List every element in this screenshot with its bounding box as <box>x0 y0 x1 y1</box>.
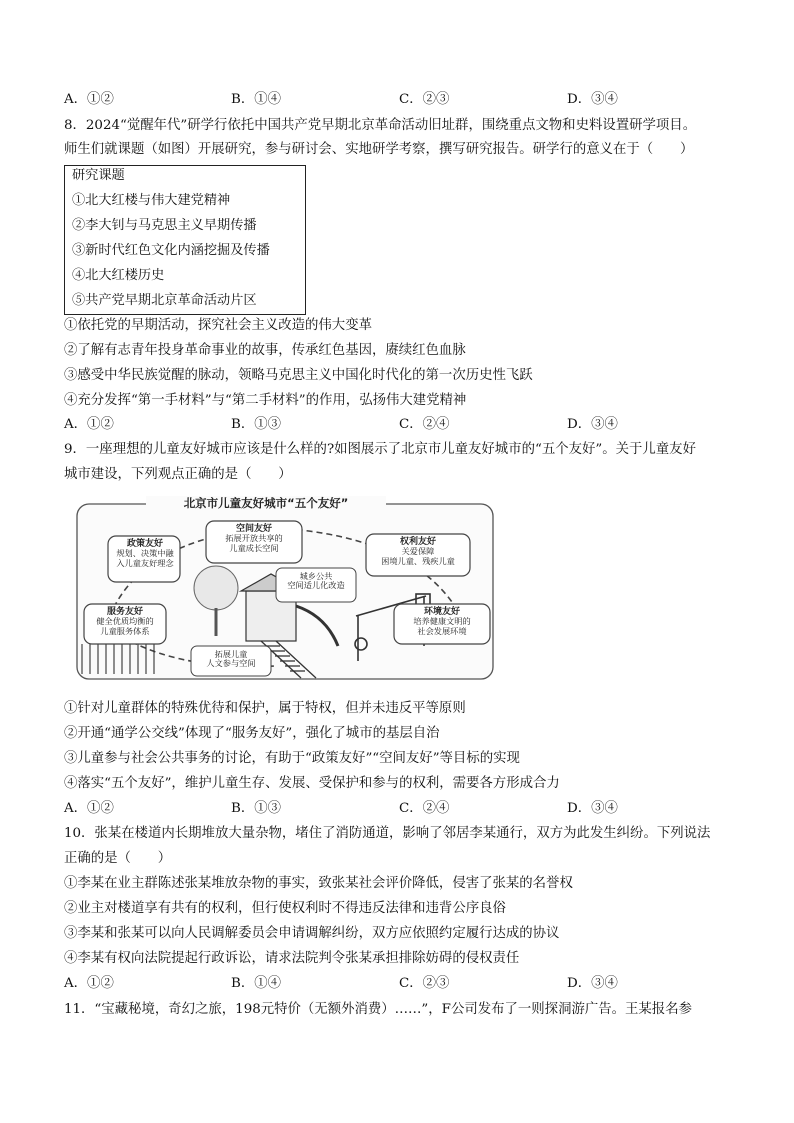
cultural-space-label <box>193 650 269 669</box>
q10-options <box>64 977 734 995</box>
bottom-text-1: 拓展儿童 <box>214 649 248 659</box>
q9-stem-line1: 9．一座理想的儿童友好城市应该是什么样的?如图展示了北京市儿童友好城市的“五个友好”。关于儿童友好 <box>64 442 696 457</box>
q8-statement: ③感受中华民族觉醒的脉动，领略马克思主义中国化时代化的第一次历史性飞跃 <box>64 368 533 383</box>
option-a[interactable]: A．①② <box>64 92 114 107</box>
figure-title: 北京市儿童友好城市“五个友好” <box>183 496 349 510</box>
q10-statement: ②业主对楼道享有共有的权利，但行使权利时不得违反法律和违背公序良俗 <box>64 901 506 916</box>
option-d[interactable]: D．③④ <box>567 92 618 107</box>
bottom-text-2: 人文参与空间 <box>206 658 256 669</box>
option-d[interactable]: D．③④ <box>567 801 618 816</box>
box-item: ①北大红楼与伟大建党精神 <box>72 193 231 208</box>
research-topics-box <box>64 165 306 315</box>
q9-options <box>64 802 734 820</box>
q8-options <box>64 418 734 436</box>
service-text-1: 健全优质均衡的 <box>96 616 154 627</box>
q8-statement: ②了解有志青年投身革命事业的故事，传承红色基因，赓续红色血脉 <box>64 343 466 358</box>
prev-question-options <box>64 93 734 111</box>
rights-friendly-label <box>368 537 468 566</box>
box-item: ③新时代红色文化内涵挖掘及传播 <box>72 243 270 258</box>
service-text-2: 儿童服务体系 <box>100 625 150 636</box>
five-friendly-figure <box>76 496 496 681</box>
q9-statement: ②开通“通学公交线”体现了“服务友好”，强化了城市的基层自治 <box>64 726 440 741</box>
option-c[interactable]: C．②③ <box>399 92 450 107</box>
environment-title: 环境友好 <box>423 607 460 617</box>
box-item: ⑤共产党早期北京革命活动片区 <box>72 293 257 308</box>
q8-statement: ④充分发挥“第一手材料”与“第二手材料”的作用，弘扬伟大建党精神 <box>64 393 467 408</box>
q9-statement: ③儿童参与社会公共事务的讨论，有助于“政策友好”“空间友好”等目标的实现 <box>64 751 520 766</box>
q8-statement: ①依托党的早期活动，探究社会主义改造的伟大变革 <box>64 318 372 333</box>
policy-text-1: 规划、决策中融 <box>116 548 174 559</box>
policy-text-2: 入儿童友好理念 <box>116 557 174 568</box>
option-b[interactable]: B．①④ <box>231 92 282 107</box>
environment-text-1: 培养健康文明的 <box>413 616 471 627</box>
q10-statement: ④李某有权向法院提起行政诉讼，请求法院判令张某承担排除妨碍的侵权责任 <box>64 951 520 966</box>
option-b[interactable]: B．①③ <box>231 801 282 816</box>
option-a[interactable]: A．①② <box>64 417 114 432</box>
public-space-label <box>278 572 354 591</box>
space-friendly-label <box>208 524 300 553</box>
q8-stem-line1: 8．2024“觉醒年代”研学行依托中国共产党早期北京革命活动旧址群，围绕重点文物和史料设置研学项目。 <box>64 118 697 133</box>
option-d[interactable]: D．③④ <box>567 417 618 432</box>
q9-statement: ④落实“五个友好”，维护儿童生存、发展、受保护和参与的权利，需要各方形成合力 <box>64 776 560 791</box>
rights-text-1: 关爱保障 <box>401 546 435 557</box>
box-title: 研究课题 <box>72 168 125 183</box>
q8-stem-line2: 师生们就课题（如图）开展研究，参与研讨会、实地研学考察，撰写研究报告。研学行的意义在于（ ） <box>64 142 694 157</box>
option-d[interactable]: D．③④ <box>567 976 618 991</box>
rights-text-2: 困境儿童、残疾儿童 <box>381 555 455 566</box>
space-text-2: 儿童成长空间 <box>229 542 279 553</box>
option-a[interactable]: A．①② <box>64 801 114 816</box>
rights-title: 权利友好 <box>399 537 436 547</box>
q11-stem-line1: 11．“宝藏秘境，奇幻之旅，198元特价（无额外消费）……”，F公司发布了一则探洞游广告。王某报名参 <box>64 1002 692 1017</box>
space-text-1: 拓展开放共享的 <box>225 533 283 544</box>
environment-friendly-label <box>396 607 488 636</box>
q10-statement: ③李某和张某可以向人民调解委员会申请调解纠纷，双方应依照约定履行达成的协议 <box>64 926 560 941</box>
option-b[interactable]: B．①④ <box>231 976 282 991</box>
q9-stem-line2: 城市建设，下列观点正确的是（ ） <box>64 467 292 482</box>
q10-statement: ①李某在业主群陈述张某堆放杂物的事实，致张某社会评价降低，侵害了张某的名誉权 <box>64 876 573 891</box>
q9-statement: ①针对儿童群体的特殊优待和保护，属于特权，但并未违反平等原则 <box>64 701 466 716</box>
option-a[interactable]: A．①② <box>64 976 114 991</box>
q10-stem-line2: 正确的是（ ） <box>64 851 172 866</box>
space-title: 空间友好 <box>235 524 272 534</box>
option-b[interactable]: B．①③ <box>231 417 282 432</box>
environment-text-2: 社会发展环境 <box>417 625 467 636</box>
center-text-1: 城乡公共 <box>299 571 333 581</box>
q10-stem-line1: 10．张某在楼道内长期堆放大量杂物，堵住了消防通道，影响了邻居李某通行，双方为此发生纠纷。下列说法 <box>64 826 711 841</box>
box-item: ④北大红楼历史 <box>72 268 165 283</box>
option-c[interactable]: C．②④ <box>399 801 450 816</box>
option-c[interactable]: C．②④ <box>399 417 450 432</box>
box-item: ②李大钊与马克思主义早期传播 <box>72 218 257 233</box>
policy-title: 政策友好 <box>126 539 163 549</box>
option-c[interactable]: C．②③ <box>399 976 450 991</box>
center-text-2: 空间适儿化改造 <box>287 580 345 591</box>
policy-friendly-label <box>110 539 180 568</box>
service-title: 服务友好 <box>106 607 143 617</box>
service-friendly-label <box>86 607 164 636</box>
